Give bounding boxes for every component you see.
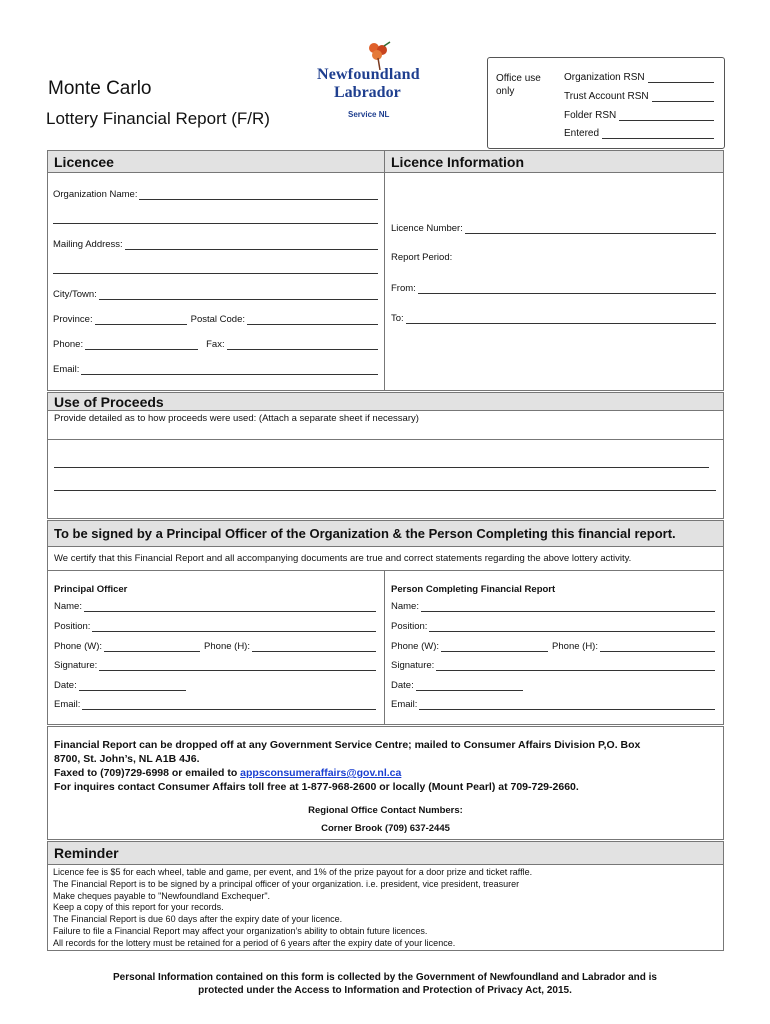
submission-info-section	[47, 726, 724, 840]
reminder-item: Keep a copy of this report for your records.	[53, 902, 224, 913]
logo-service-nl: Service NL	[348, 110, 390, 119]
proceeds-header-bar	[48, 393, 723, 411]
phone-fax-row[interactable]: Phone: Fax:	[53, 339, 378, 350]
office-use-box	[487, 57, 725, 149]
regional-office-title: Regional Office Contact Numbers:	[308, 805, 463, 816]
office-row-org-rsn[interactable]: Organization RSN	[564, 72, 714, 83]
licencee-header-bar	[48, 151, 723, 173]
reminder-item: All records for the lottery must be retained for a period of 6 years after the expiry date of your licence.	[53, 937, 456, 948]
form-title: Monte Carlo	[48, 78, 152, 99]
divider	[48, 570, 723, 571]
proceeds-line-2[interactable]	[54, 490, 716, 491]
reminder-header-bar	[48, 842, 723, 865]
completer-phone-row[interactable]: Phone (W): Phone (H):	[391, 641, 715, 652]
officer-phone-w-input[interactable]	[104, 641, 200, 652]
officer-email-field[interactable]: Email:	[54, 699, 376, 710]
form-subtitle: Lottery Financial Report (F/R)	[46, 109, 270, 128]
office-use-label: Office use only	[496, 73, 541, 97]
office-row-folder-rsn[interactable]: Folder RSN	[564, 110, 714, 121]
submission-instructions: Financial Report can be dropped off at any Government Service Centre; mailed to Consumer Affairs Division P,O. Box 8700, St. John’s, NL A1B 4J6. Faxed to (709)729-6998 or emailed to appsconsumeraffairs@gov.nl.ca For inquires contact Consumer Affairs toll free at 1-877-968-2600 or locally (Mount Pearl) at 709-729-2660.	[54, 739, 641, 793]
reminder-item: Licence fee is $5 for each wheel, table and game, per event, and 1% of the prize payout for a door prize and ticket raffle.	[53, 867, 533, 877]
period-from-field[interactable]: From:	[391, 283, 716, 294]
principal-officer-title: Principal Officer	[54, 584, 128, 595]
reminder-section	[47, 841, 724, 951]
reminder-item: The Financial Report is due 60 days after the expiry date of your licence.	[53, 914, 343, 925]
office-row-entered[interactable]: Entered	[564, 128, 714, 139]
signing-heading: To be signed by a Principal Officer of the Organization & the Person Completing this financial report.	[54, 526, 676, 541]
mailing-address-field[interactable]: Mailing Address:	[53, 239, 378, 250]
city-town-field[interactable]: City/Town:	[53, 289, 378, 300]
column-divider	[384, 151, 385, 390]
proceeds-instructions: Provide detailed as to how proceeds were used: (Attach a separate sheet if necessary)	[54, 413, 419, 424]
licencee-heading: Licencee	[54, 154, 114, 170]
completer-phone-h-input[interactable]	[600, 641, 715, 652]
organization-name-line2[interactable]	[53, 213, 378, 224]
completer-email-field[interactable]: Email:	[391, 699, 715, 710]
signing-header-bar	[48, 521, 723, 547]
officer-date-field[interactable]: Date:	[54, 680, 376, 691]
completer-phone-w-input[interactable]	[441, 641, 548, 652]
fax-input[interactable]	[227, 339, 378, 350]
signing-section	[47, 520, 724, 725]
postal-code-input[interactable]	[247, 314, 378, 325]
email-field[interactable]: Email:	[53, 364, 378, 375]
logo-word-labrador: Labrador	[334, 84, 401, 101]
completer-date-field[interactable]: Date:	[391, 680, 715, 691]
completer-signature-field[interactable]: Signature:	[391, 660, 715, 671]
completer-position-field[interactable]: Position:	[391, 621, 715, 632]
column-divider	[384, 570, 385, 724]
report-period-label: Report Period:	[391, 252, 453, 263]
officer-name-field[interactable]: Name:	[54, 601, 376, 612]
government-logo	[312, 40, 437, 130]
officer-position-field[interactable]: Position:	[54, 621, 376, 632]
proceeds-line-1[interactable]	[54, 467, 709, 468]
officer-signature-field[interactable]: Signature:	[54, 660, 376, 671]
reminder-item: The Financial Report is to be signed by a principal officer of your organization. i.e. president, vice president, treasurer	[53, 878, 520, 889]
period-to-field[interactable]: To:	[391, 313, 716, 324]
certification-statement: We certify that this Financial Report and all accompanying documents are true and correct statements regarding the above lottery activity.	[54, 553, 632, 564]
office-row-trust-rsn[interactable]: Trust Account RSN	[564, 91, 714, 102]
province-postal-row[interactable]: Province: Postal Code:	[53, 314, 378, 325]
province-input[interactable]	[95, 314, 187, 325]
logo-word-newfoundland: Newfoundland	[317, 66, 420, 83]
phone-input[interactable]	[85, 339, 198, 350]
officer-phone-row[interactable]: Phone (W): Phone (H):	[54, 641, 376, 652]
reminder-heading: Reminder	[54, 845, 119, 861]
mailing-address-line2[interactable]	[53, 263, 378, 274]
reminder-item: Failure to file a Financial Report may affect your organization’s ability to obtain future licences.	[53, 925, 428, 936]
reminder-list	[53, 867, 532, 950]
completer-name-field[interactable]: Name:	[391, 601, 715, 612]
licencee-section	[47, 150, 724, 391]
use-of-proceeds-section	[47, 392, 724, 519]
licence-number-field[interactable]: Licence Number:	[391, 223, 716, 234]
divider	[48, 439, 723, 440]
organization-name-field[interactable]: Organization Name:	[53, 189, 378, 200]
licence-info-heading: Licence Information	[391, 154, 525, 170]
reminder-item: Make cheques payable to "Newfoundland Exchequer".	[53, 890, 271, 901]
privacy-notice: Personal Information contained on this form is collected by the Government of Newfoundland and Labrador and is protected under the Access to Information and Protection of Privacy Act, 2015.	[113, 972, 657, 996]
person-completing-title: Person Completing Financial Report	[391, 584, 556, 595]
regional-office-number: Corner Brook (709) 637-2445	[321, 823, 450, 834]
officer-phone-h-input[interactable]	[252, 641, 376, 652]
proceeds-heading: Use of Proceeds	[54, 394, 164, 410]
consumer-affairs-email-link[interactable]: appsconsumeraffairs@gov.nl.ca	[240, 767, 402, 779]
